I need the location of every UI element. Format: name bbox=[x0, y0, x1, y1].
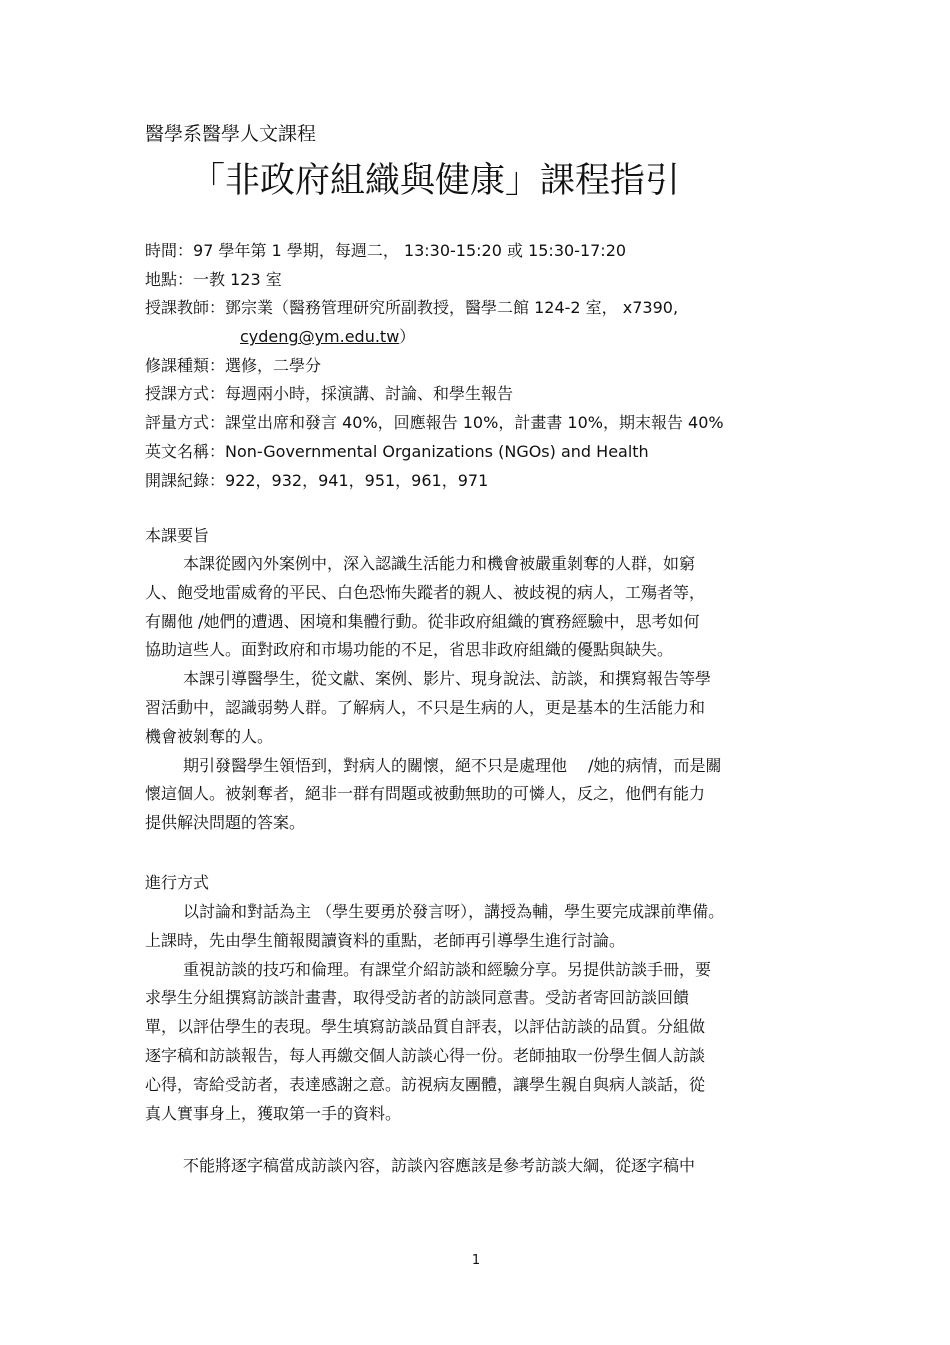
info-label: 開課紀錄： bbox=[145, 470, 226, 490]
paragraph-line: 本課從國內外案例中，深入認識生活能力和機會被嚴重剝奪的人群，如窮 bbox=[183, 554, 696, 573]
info-row-time bbox=[145, 237, 845, 266]
page-number: 1 bbox=[471, 1253, 481, 1268]
paragraph-line: 機會被剝奪的人。 bbox=[145, 726, 274, 746]
info-row-history bbox=[145, 467, 845, 496]
method-paragraphs bbox=[145, 898, 825, 1128]
info-label: 英文名稱： bbox=[145, 441, 226, 461]
paragraph-line: 重視訪談的技巧和倫理。有課堂介紹訪談和經驗分享。另提供訪談手冊，要 bbox=[183, 959, 712, 979]
section-heading-summary: 本課要旨 bbox=[145, 526, 210, 545]
email-suffix: ） bbox=[399, 327, 416, 347]
paragraph-line: 人、飽受地雷威脅的平民、白色恐怖失蹤者的親人、被歧視的病人，工殤者等， bbox=[145, 582, 706, 602]
paragraph-line: 單，以評估學生的表現。學生填寫訪談品質自評表，以評估訪談的品質。分組做 bbox=[145, 1017, 706, 1037]
paragraph-line: 習活動中，認識弱勢人群。了解病人，不只是生病的人，更是基本的生活能力和 bbox=[145, 697, 706, 717]
info-row-location bbox=[145, 266, 845, 295]
final-paragraph bbox=[145, 1152, 825, 1181]
paragraph-line: 本課引導醫學生，從文獻、案例、影片、現身說法、訪談，和撰寫報告等學 bbox=[183, 669, 712, 689]
paragraph-line: 提供解決問題的答案。 bbox=[145, 813, 306, 833]
info-row-teacher bbox=[145, 294, 845, 323]
info-value: 選修，二學分 bbox=[225, 355, 322, 375]
info-value: 97 學年第 1 學期，每週二， 13:30-15:20 或 15:30-17:20 bbox=[193, 241, 627, 260]
paragraph-line: 以討論和對話為主 （學生要勇於發言呀），講授為輔，學生要完成課前準備。 bbox=[183, 902, 725, 921]
paragraph-line: 逐字稿和訪談報告，每人再繳交個人訪談心得一份。老師抽取一份學生個人訪談 bbox=[145, 1045, 706, 1065]
section-heading-method: 進行方式 bbox=[145, 873, 210, 892]
info-row-teacher-email bbox=[145, 323, 845, 352]
info-value: 每週兩小時，採演講、討論、和學生報告 bbox=[225, 384, 514, 404]
info-value: 鄧宗業（醫務管理研究所副教授，醫學二館 124-2 室， x7390, bbox=[225, 298, 679, 318]
info-value: 課堂出席和發言 40%，回應報告 10%，計畫書 10%，期末報告 40% bbox=[225, 413, 724, 433]
info-row-course-type bbox=[145, 352, 845, 381]
paragraph-line: 心得，寄給受訪者，表達感謝之意。訪視病友團體，讓學生親自與病人談話，從 bbox=[145, 1074, 706, 1094]
summary-paragraphs bbox=[145, 550, 825, 838]
paragraph-line: 不能將逐字稿當成訪談內容，訪談內容應該是參考訪談大綱，從逐字稿中 bbox=[183, 1156, 696, 1175]
teacher-email-link[interactable]: cydeng@ym.edu.tw bbox=[240, 327, 400, 347]
paragraph-line: 真人實事身上，獲取第一手的資料。 bbox=[145, 1103, 402, 1123]
course-info-block bbox=[145, 237, 845, 495]
info-row-english-name bbox=[145, 438, 845, 467]
info-row-grading bbox=[145, 409, 845, 438]
paragraph-line: 求學生分組撰寫訪談計畫書，取得受訪者的訪談同意書。受訪者寄回訪談回饋 bbox=[145, 988, 690, 1008]
info-label: 授課方式： bbox=[145, 384, 226, 404]
course-title: 「非政府組織與健康」課程指引 bbox=[190, 161, 681, 201]
info-label: 評量方式： bbox=[145, 413, 226, 433]
paragraph-line: 有關他 /她們的遭遇、困境和集體行動。從非政府組織的實務經驗中，思考如何 bbox=[145, 611, 700, 631]
info-row-teaching-method bbox=[145, 380, 845, 409]
info-value: Non-Governmental Organizations (NGOs) and Health bbox=[225, 441, 649, 461]
info-label: 地點： bbox=[145, 269, 194, 289]
info-value: 922，932，941，951，961，971 bbox=[225, 470, 489, 490]
paragraph-line: 期引發醫學生領悟到，對病人的關懷，絕不只是處理他 /她的病情，而是關 bbox=[183, 755, 722, 775]
info-value: 一教 123 室 bbox=[193, 269, 282, 289]
info-label: 授課教師： bbox=[145, 298, 226, 318]
paragraph-line: 懷這個人。被剝奪者，絕非一群有問題或被動無助的可憐人，反之，他們有能力 bbox=[145, 784, 706, 804]
paragraph-line: 上課時，先由學生簡報閱讀資料的重點，老師再引導學生進行討論。 bbox=[145, 930, 626, 950]
info-label: 修課種類： bbox=[145, 355, 226, 375]
paragraph-line: 協助這些人。面對政府和市場功能的不足，省思非政府組織的優點與缺失。 bbox=[145, 640, 674, 660]
info-label: 時間： bbox=[145, 241, 194, 260]
department-heading: 醫學系醫學人文課程 bbox=[145, 123, 317, 145]
